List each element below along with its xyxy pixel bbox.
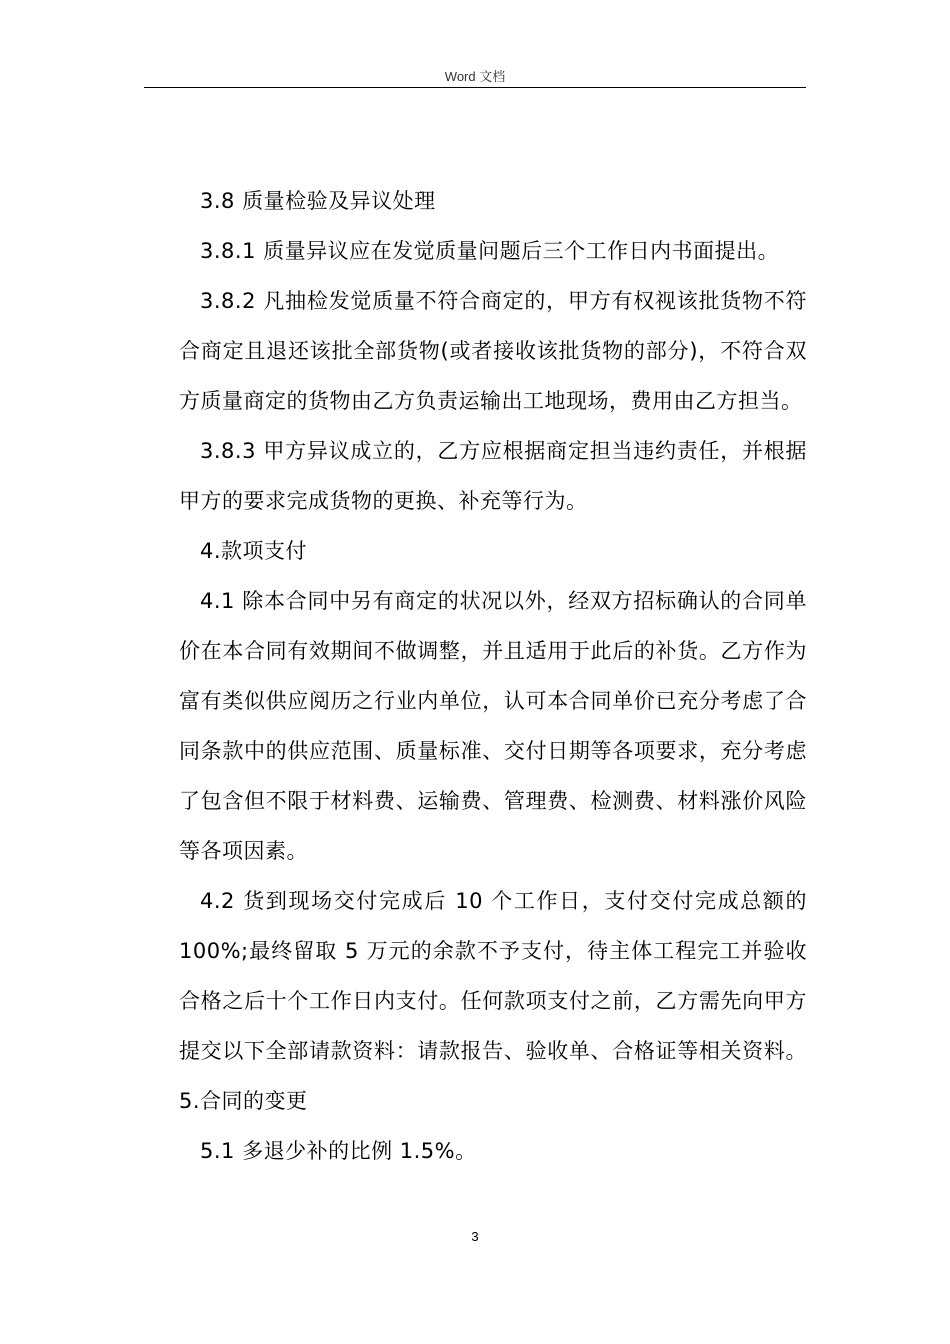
page-header: Word 文档 — [444, 69, 506, 84]
paragraph-4-1: 4.1 除本合同中另有商定的状况以外，经双方招标确认的合同单价在本合同有效期间不做调整，并且适用于此后的补货。乙方作为富有类似供应阅历之行业内单位，认可本合同单价已充分考虑了合同条款中的供应范围、质量标准、交付日期等各项要求，充分考虑了包含但不限于材料费、运输费、管理费、检测费、材料涨价风险等各项因素。 — [179, 589, 807, 863]
page-number: 3 — [471, 1229, 479, 1244]
paragraph-3-8-2: 3.8.2 凡抽检发觉质量不符合商定的，甲方有权视该批货物不符合商定且退还该批全部货物(或者接收该批货物的部分)，不符合双方质量商定的货物由乙方负责运输出工地现场，费用由乙方担当。 — [179, 289, 807, 413]
paragraph-3-8: 3.8 质量检验及异议处理 — [200, 189, 436, 213]
paragraph-4: 4.款项支付 — [200, 539, 308, 563]
paragraph-3-8-1: 3.8.1 质量异议应在发觉质量问题后三个工作日内书面提出。 — [200, 239, 780, 263]
paragraph-4-2: 4.2 货到现场交付完成后 10 个工作日，支付交付完成总额的 100%;最终留取 5 万元的余款不予支付，待主体工程完工并验收合格之后十个工作日内支付。任何款项支付之前，乙方需先向甲方提交以下全部请款资料：请款报告、验收单、合格证等相关资料。5.合同的变更 — [179, 889, 807, 1113]
paragraph-5-1: 5.1 多退少补的比例 1.5%。 — [200, 1139, 477, 1163]
document-body — [179, 176, 807, 1176]
header-divider — [144, 87, 806, 88]
paragraph-3-8-3: 3.8.3 甲方异议成立的，乙方应根据商定担当违约责任，并根据甲方的要求完成货物的更换、补充等行为。 — [179, 439, 807, 513]
